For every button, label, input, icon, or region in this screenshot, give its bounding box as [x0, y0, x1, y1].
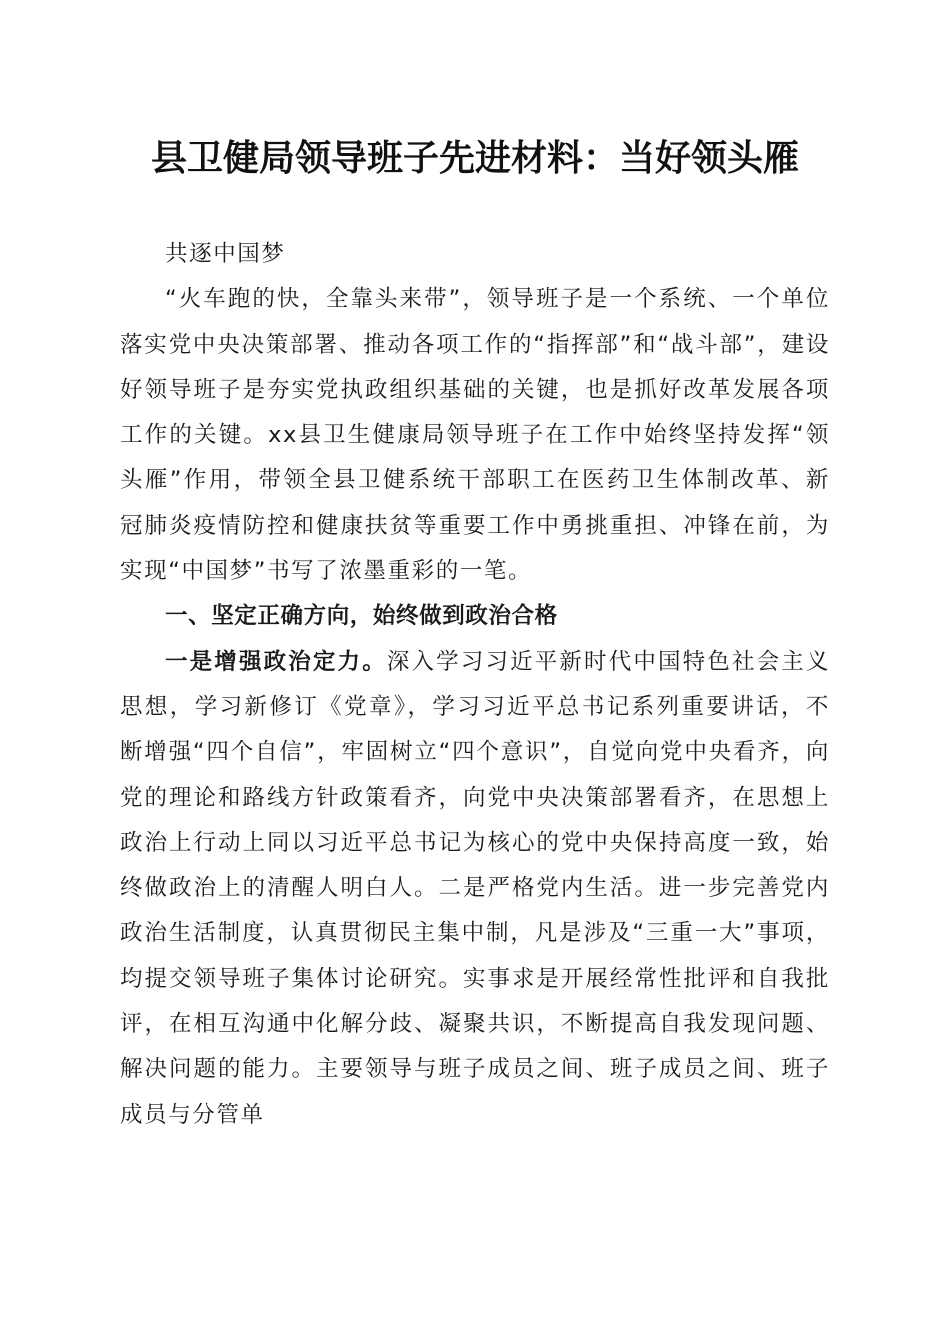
section-heading: 一、坚定正确方向，始终做到政治合格: [165, 603, 558, 630]
intro-paragraph: “火车跑的快，全靠头来带”，领导班子是一个系统、一个单位落实党中央决策部署、推动各项工作的“指挥部”和“战斗部”，建设好领导班子是夯实党执政组织基础的关键，也是抓好改革发展各项工作的关键。xx县卫生健康局领导班子在工作中始终坚持发挥“领头雁”作用，带领全县卫健系统干部职工在医药卫生体制改革、新冠肺炎疫情防控和健康扶贫等重要工作中勇挑重担、冲锋在前，为实现“中国梦”书写了浓墨重彩的一笔。: [120, 286, 830, 585]
paragraph-text: 深入学习习近平新时代中国特色社会主义思想，学习新修订《党章》，学习习近平总书记系列重要讲话，不断增强“四个自信”，牢固树立“四个意识”，自觉向党中央看齐，向党的理论和路线方针政策看齐，向党中央决策部署看齐，在思想上政治上行动上同以习近平总书记为核心的党中央保持高度一致，始终做政治上的清醒人明白人。二是严格党内生活。进一步完善党内政治生活制度，认真贯彻民主集中制，凡是涉及“三重一大”事项，均提交领导班子集体讨论研究。实事求是开展经常性批评和自我批评，在相互沟通中化解分歧、凝聚共识，不断提高自我发现问题、解决问题的能力。主要领导与班子成员之间、班子成员之间、班子成员与分管单: [120, 648, 830, 1128]
document-title: 县卫健局领导班子先进材料：当好领头雁: [150, 137, 799, 179]
section-paragraph: [120, 640, 830, 1138]
document-body: [120, 232, 830, 1138]
paragraph-lead: 一是增强政治定力。: [165, 648, 387, 675]
byline: 共逐中国梦: [165, 241, 286, 267]
